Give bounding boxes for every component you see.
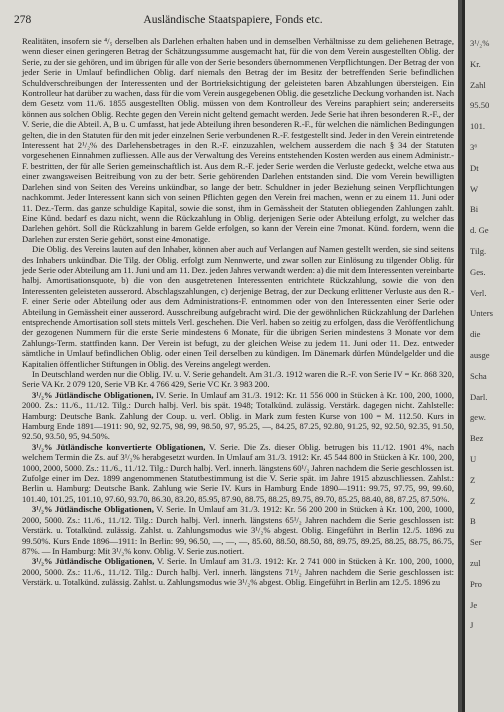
margin-fragment: Bez <box>470 433 484 444</box>
paragraph: Die Oblig. des Vereins lauten auf den Inhaber, können aber auch auf Verlangen auf Namen gestellt werden, sie sind seitens des Inhabers unkündbar. Die Tilg. der Oblig. erfolgt zum Nennwerte, und zwar sollen zur Einlösung zu tilgender Oblig. für jede Serie oder Abteilung am 11. Juni und am 11. Dez. jeden Jahres verwandt werden: a) die mit dem Interessenten vereinbarte halbj. Amortisationsquote, b) die von den ausgetretenen Interessenten entrichtete Rückzahlung, sowie die von den Interessenten geleisteten ausserord. Abschlagszahlungen, c) derjenige Betrag, der zur Deckung erlittener Verluste aus den R.-F. einer Serie oder Abteilung oder aus dem Administrations-F. entnommen oder von den Interessenten einer Serie oder Abteilung in Gemässheit einer ausserord. Ausschreibung aufgebracht wird. Die der gewöhnlichen Rückzahlung der Darlehen entsprechende Amortisation soll stets mittels Verl. geschehen. Die Verl. haben so zeitig zu erfolgen, dass die Veröffentlichung der gezogenen Nummern für die erste Serie mindestens 6 Monate, für die übrigen Serien mindestens 3 Monate vor dem Zahlungs-Term. stattfinden kann. Der Verein ist befugt, zu der gleichen Weise zu jedem 11. Juni oder 11. Dez. entweder sämtliche in Umlauf befindlichen Oblig. oder einen Teil derselben zu kündigen. Im Dänemark dürfen Mündelgelder und die Kapitalien öffentlicher Stiftungen in Oblig. des Vereins angelegt werden. <box>22 244 454 369</box>
bond-section <box>22 556 454 587</box>
bond-section-text: V. Serie. In Umlauf am 31./3. 1912: Kr. 56 200 200 in Stücken à Kr. 100, 200, 1000, 2000, 5000. Zs.: 11./6., 11./12. Tilg.: Durch halbj. Verl. innerh. längstens 65¹/₂ Jahren nachdem die Serie geschlossen ist: Verstärk. u. Totalkünd. zulässig. Zahlst. u. Zahlungsmodus wie 3¹/₂% abgest. Oblig. Eingeführt in Berlin 12./5. 1896 zu 99.50%. Kurs Ende 1896—1911: In Berlin: 99, 96.50, —, —, —, 85.60, 88.50, 88.50, 88, 89.75, 89.25, 88.25, 88.75, 86.75, 87%. — In Hamburg: Mit 3¹/₂% konv. Oblig. V. Serie zus.notiert. <box>22 504 455 556</box>
margin-fragment: U <box>470 453 477 464</box>
margin-fragment: Unters <box>470 308 493 319</box>
margin-fragment: 101. <box>470 121 486 132</box>
bond-section-heading: 3¹/₂% Jütländische konvertierte Obligationen, <box>32 441 206 452</box>
margin-fragment: Z <box>470 495 476 506</box>
margin-fragment: W <box>470 183 479 194</box>
bond-section <box>22 390 454 442</box>
margin-fragment: Je <box>470 599 478 610</box>
margin-fragment: 3⁶ <box>470 141 478 152</box>
margin-fragment: Tilg. <box>470 245 487 256</box>
margin-fragment: zul <box>470 557 481 568</box>
margin-fragment: Verl. <box>470 287 487 298</box>
adjacent-page-text <box>470 38 504 641</box>
margin-fragment: ausge <box>470 349 490 360</box>
margin-fragment: Darl. <box>470 391 488 402</box>
bond-section-text: IV. Serie. In Umlauf am 31./3. 1912: Kr. 11 556 000 in Stücken à Kr. 100, 200, 1000, 2000. Zs.: 11./6., 11./12. Tilg.: Durch halbj. Verl. bis spät. 1948; Totalkünd. zulässig. Verstärk. dagegen nicht. Zahlstelle: Hamburg: Deutsche Bank. Zahlung der Coup. u. verl. Oblig. in Mark zum festen Kurse von 100 = M. 112.50. Kurs in Hamburg Ende 1891—1911: 90, 92, 92.75, 98, 99, 98.50, 97, 95.25, —, 84.25, 87.25, 92.80, 91.25, 92, 92.50, 92.35, 91.50, 92.50, 93.50, 95, 94.50%. <box>22 389 454 442</box>
margin-fragment: gew. <box>470 412 486 423</box>
margin-fragment: die <box>470 329 481 340</box>
margin-fragment: Pro <box>470 578 482 589</box>
page-gutter-shadow <box>462 0 465 712</box>
page-header-title: Ausländische Staatspapiere, Fonds etc. <box>143 14 323 26</box>
paragraph: In Deutschland werden nur die Oblig. IV. u. V. Serie gehandelt. Am 31./3. 1912 waren die R.-F. von Serie IV = Kr. 868 320, Serie VA Kr. 2 079 120, Serie VB Kr. 4 766 429, Serie VC Kr. 3 983 200. <box>22 369 454 390</box>
margin-fragment: Scha <box>470 370 487 381</box>
bond-section-text: V. Serie. Die Zs. dieser Oblig. betrugen bis 11./12. 1901 4%, nach welchem Termin die Zs. auf 3¹/₂% herabgesetzt wurden. In Umlauf am 31./3. 1912: Kr. 45 544 800 in Stücken à Kr. 100, 200, 1000, 2000, 5000. Zs.: 11./6., 11./12. Tilg.: Durch halbj. Verl. innerh. längstens 60¹/₂ Jahren nachdem die Serie geschlossen ist. Zufolge einer im Dez. 1899 angenommenen Statutbestimmung ist die V. Serie spät. im Jahre 1915 abzuschliessen. Zahlst.: Berlin u. Hamburg: Deutsche Bank. Zahlung wie Serie IV. Kurs in Hamburg Ende 1890—1911: 99.75, 97.75, 99, 99.60, 101.40, 101.25, 101.10, 97.60, 93.70, 86.30, 83.20, 85.95, 87.90, 88.75, 88.25, 89.75, 89.70, 85.25, 88.40, 88, 87.25, 87.50%. <box>22 441 454 504</box>
margin-fragment: 3¹/₂% <box>470 38 490 48</box>
bond-section-heading: 3¹/₂% Jütländische Obligationen, <box>32 556 155 567</box>
margin-fragment: 95.50 <box>470 100 490 111</box>
page-header <box>14 14 452 28</box>
margin-fragment: d. Ge <box>470 225 489 236</box>
margin-fragment: B <box>470 516 476 527</box>
page-number: 278 <box>14 14 32 26</box>
margin-fragment: Dt <box>470 162 479 173</box>
margin-fragment: Zahl <box>470 79 486 90</box>
margin-fragment: J <box>470 620 474 631</box>
margin-fragment: Z <box>470 474 476 485</box>
bond-section <box>22 442 454 504</box>
adjacent-page-edge <box>462 0 504 712</box>
margin-fragment: Ges. <box>470 266 486 277</box>
paragraph: Realitäten, insofern sie ⁴/₅ derselben als Darlehen erhalten haben und in demselben Verhältnisse zu dem geliehenen Betrage, wenn dieser einen geringeren Betrag der Schätzungssumme ausgemacht hat, für die von dem Verein ausgestellten Oblig. der Serie, zu der sie gehören, und im übrigen für alle von der Serie besonders übernommenen Verpflichtungen. Der Betrag der von jeder Serie in Umlauf befindlichen Oblig. darf niemals den Betrag der im Besitz der betreffenden Serie befindlichen Schuldverschreibungen der Interessenten und der Bortrieksichtigung der geleisteten baren Abzahlungen übersteigen. Ein Kontrolleur hat darüber zu wachen, dass für die vom Verein ausgegebenen Oblig. die gesetzliche Deckung vorhanden ist. Nach dem Gesetz vom 11./6. 1855 ausgestellten Oblig. müssen von dem Kontrolleur des Vereins paraphiert sein; andererseits können aus solchen Oblig. Rechte gegen den Verein nicht geltend gemacht werden. Jede Serie hat ihren besonderen R.-F., der V. Serie, die die Abteil. A, B u. C umfasst, hat jede Abteilung ihren besonderen R.-F., für welchen die nämlichen Bedingungen gelten, die in den Statuten für den mit jeder einzelnen Serie verbundenen R.-F. festgestellt sind. Jeder in den Verein eintretende Interessent hat 2¹/₂% des Darlehensbetrages in den R.-F. einzuzahlen, welchem ausserdem die nach § 34 der Statuten vorgesehenen Einnahmen zufliessen. Alle aus der Verwaltung des Vereins entstehenden Kosten werden aus einem Administr.-F. bestritten, der für alle Serien gemeinschaftlich ist. Aus dem R.-F. jeder Serie werden die Verluste gedeckt, welche etwa aus einer zwangsweisen Beitreibung von zu der betr. Serie gehörenden Darlehen entstanden sind. Die vom Verein bewilligten Darlehen sind von Seiten des Vereins unkündbar, so lange der betr. Schuldner in jeder Beziehung seinen Verpflichtungen nachkommt. Jeder Interessent kann sich von seinen Pflichten gegen den Verein frei machen, wenn er zu einem 11. Juni oder 11. Dez.-Term. das ganze schuldige Kapital, sowie die sonst, ihm in Gemässheit der Statuten obliegenden Zahlungen zahlt. Eine Künd. bedarf es dazu nicht, wenn die Rückzahlung in Oblig. derjenigen Serie oder Abteilung erfolgt, zu welcher das Darlehen gehört. Soll die Rückzahlung in barem Gelde erfolgen, so kann der Verein eine 7monat. Künd. fordern, wenn die Darlehen zur ersten Serie gehört, sonst eine 4monatige. <box>22 36 454 244</box>
margin-fragment: Ser <box>470 537 482 548</box>
bond-section-heading: 3¹/₂% Jütländische Obligationen, <box>32 504 154 515</box>
margin-fragment: Kr. <box>470 58 481 69</box>
bond-section-heading: 3¹/₂% Jütländische Obligationen, <box>32 389 154 400</box>
margin-fragment: Bi <box>470 204 479 215</box>
document-body <box>22 36 454 588</box>
bond-section-text: V. Serie. In Umlauf am 31./3. 1912: Kr. 2 741 000 in Stücken à Kr. 100, 200, 1000, 2000, 5000. Zs.: 11./6., 11./12. Tilg.: Durch halbj. Verl. innerh. längstens 71¹/₂ Jahren nachdem die Serie geschlossen ist: Verstärk. u. Totalkünd. zulässig. Zahlst. u. Zahlungsmodus wie 3¹/₂% abgest. Oblig. Eingeführt in Berlin am 12./5. 1896 zu <box>22 556 454 588</box>
bond-section <box>22 504 454 556</box>
